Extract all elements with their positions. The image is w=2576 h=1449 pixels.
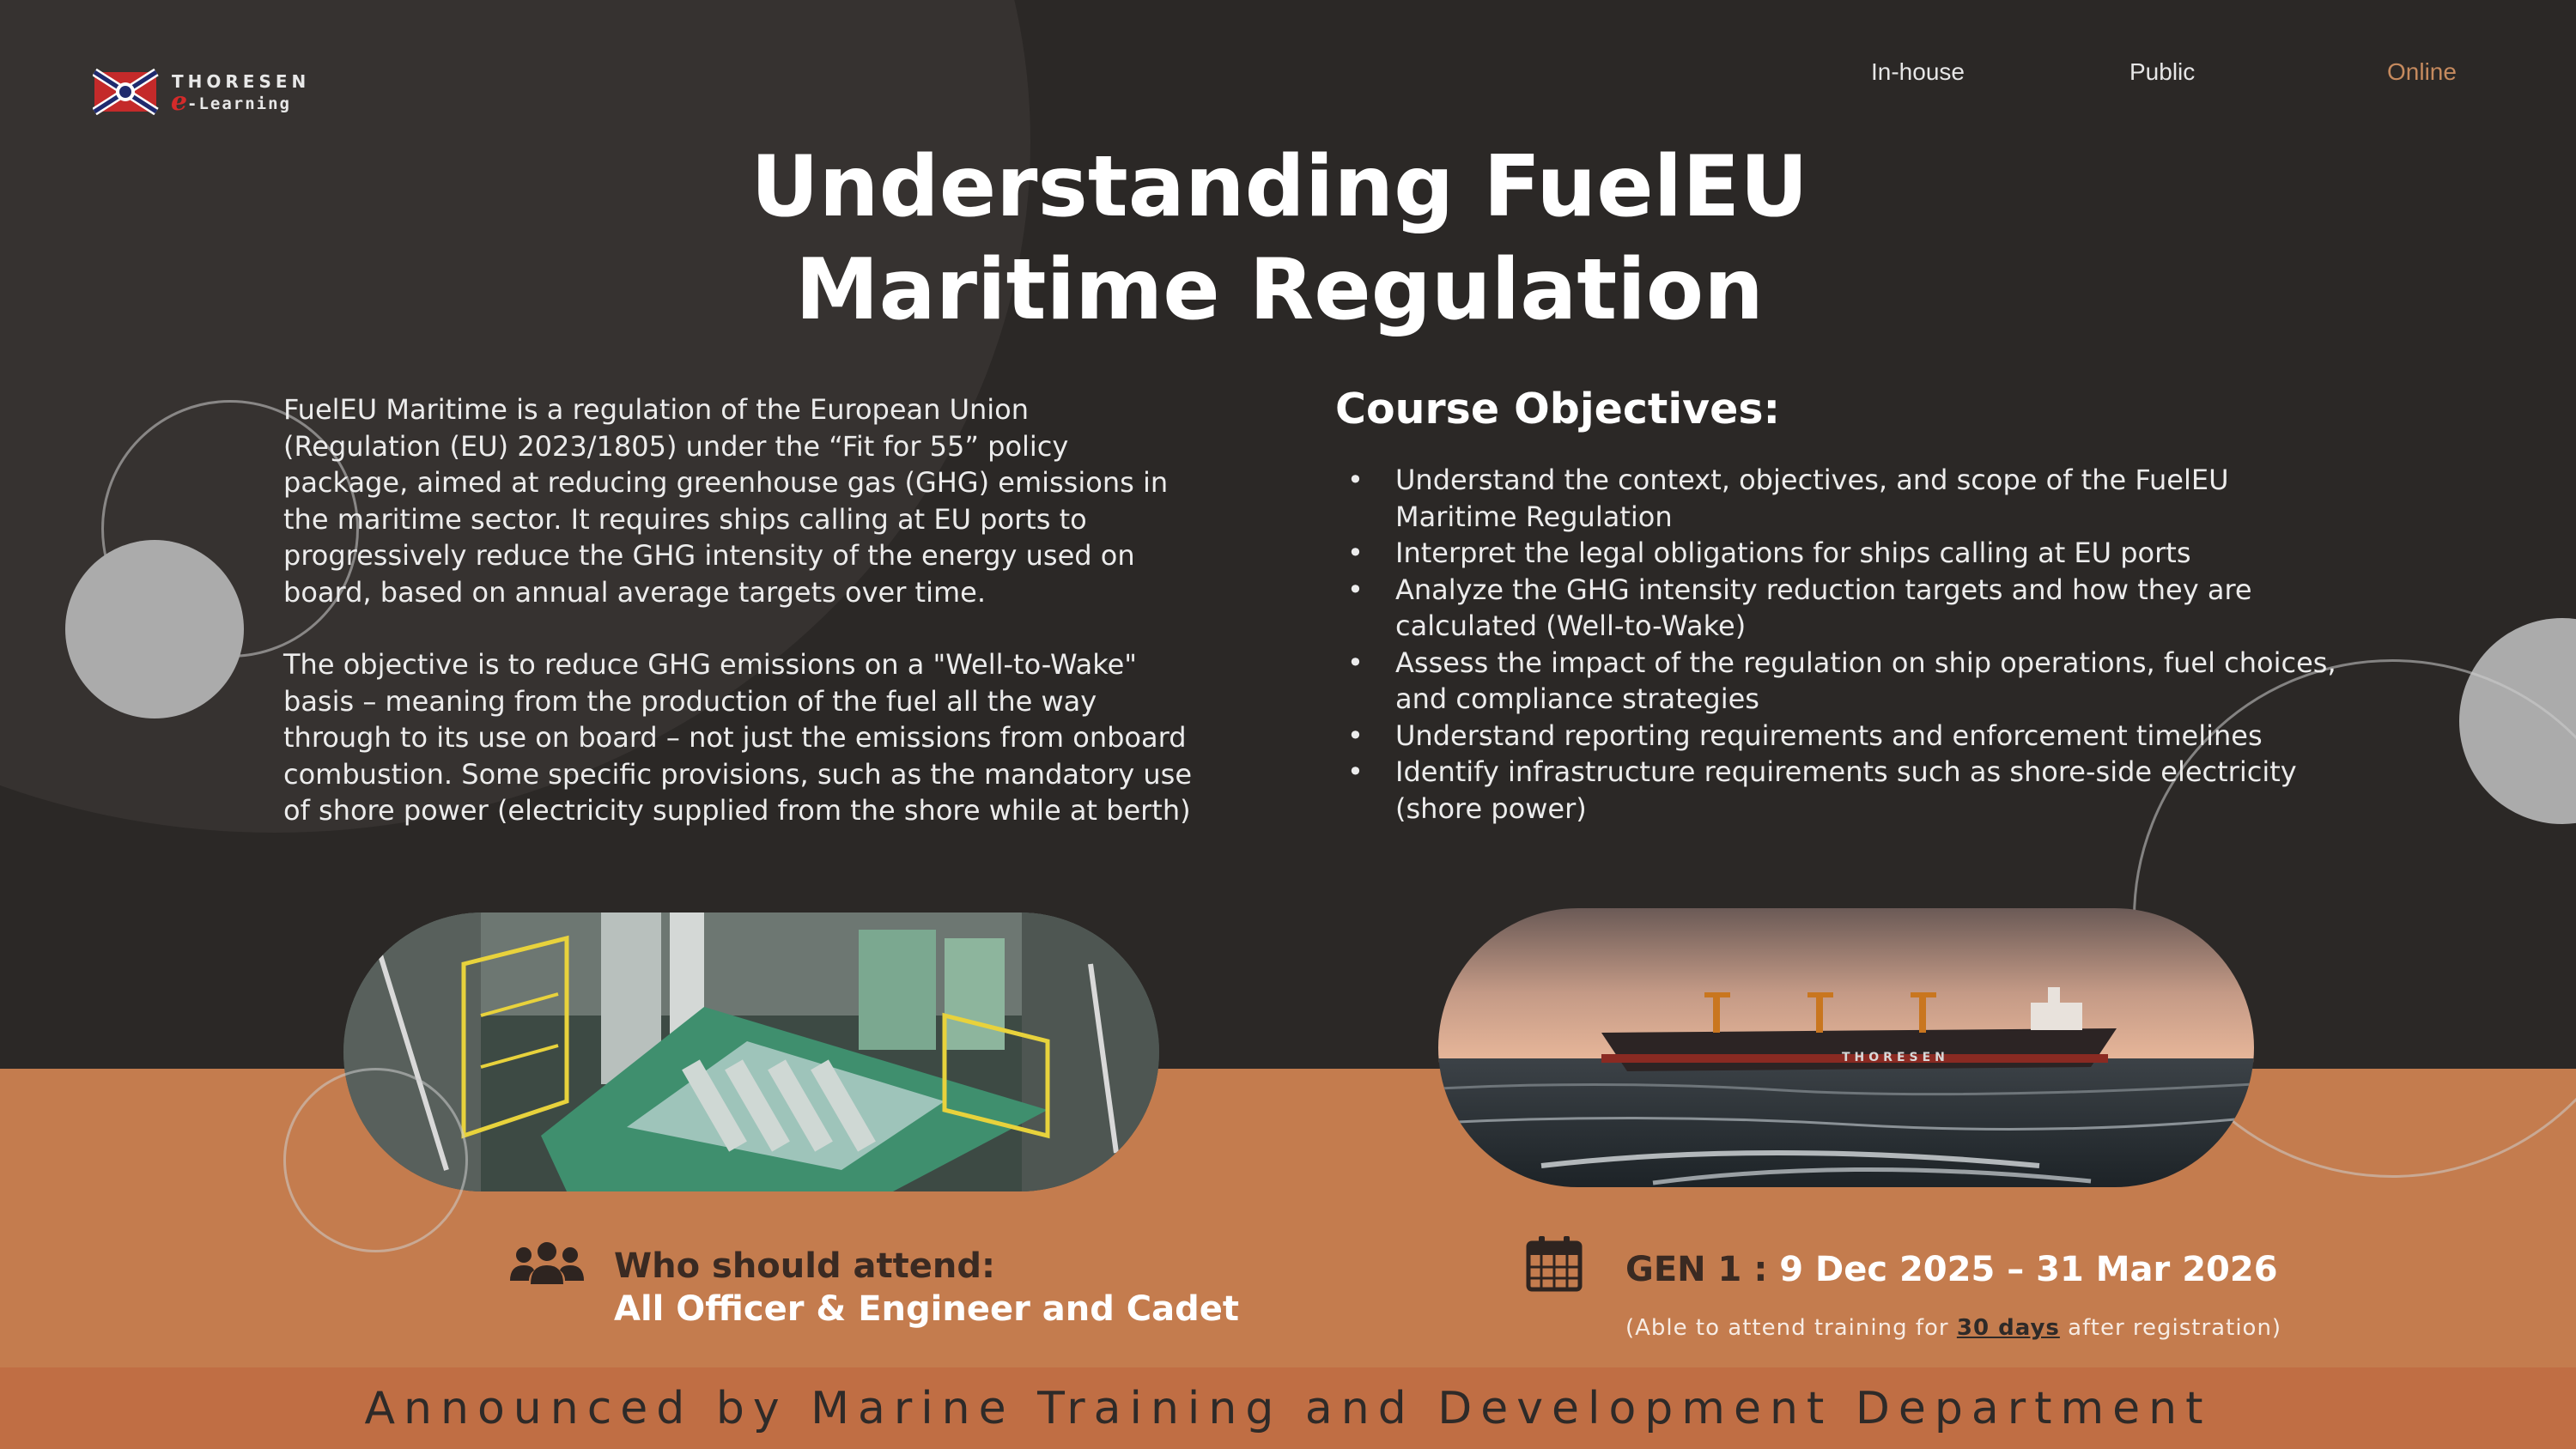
objective-text: Interpret the legal obligations for ships calling at EU ports bbox=[1395, 537, 2191, 569]
objective-item bbox=[1335, 645, 2340, 718]
ring-decoration bbox=[283, 1068, 468, 1252]
bullet: • bbox=[1347, 464, 1364, 496]
note-prefix: (Able to attend training for bbox=[1625, 1315, 1949, 1341]
objective-item bbox=[1335, 572, 2340, 645]
users-group-icon bbox=[508, 1240, 586, 1288]
attendance-heading: Who should attend: bbox=[614, 1246, 995, 1286]
thoresen-flag-icon bbox=[93, 67, 161, 115]
intro-paragraph: FuelEU Maritime is a regulation of the European Union (Regulation (EU) 2023/1805) under the “Fit for 55” policy package, aimed at reducing greenhouse gas (GHG) emissions in the maritime sector. It requires ships calling at EU ports to progressively reduce the GHG intensity of the energy used on board, based on annual average targets over time. bbox=[283, 393, 1169, 609]
nav-in-house[interactable]: In-house bbox=[1871, 58, 1965, 85]
objective-item bbox=[1335, 718, 2340, 755]
brand-elearning: -Learning bbox=[187, 94, 291, 113]
footer-banner bbox=[0, 1367, 2576, 1449]
objectives-heading: Course Objectives: bbox=[1335, 385, 1781, 433]
course-intro bbox=[283, 391, 1194, 829]
footer-text: Announced by Marine Training and Development Department bbox=[364, 1382, 2212, 1434]
nav-public[interactable]: Public bbox=[2129, 58, 2196, 85]
attendance-value: All Officer & Engineer and Cadet bbox=[614, 1289, 1240, 1329]
objective-text: Understand reporting requirements and enforcement timelines bbox=[1395, 718, 2263, 752]
schedule-gen-label: GEN 1 : bbox=[1625, 1250, 1768, 1289]
brand-e-letter: e bbox=[171, 87, 188, 117]
ship-hull-text: THORESEN bbox=[1842, 1051, 1949, 1064]
title-line-2: Maritime Regulation bbox=[795, 241, 1764, 339]
objective-text: Assess the impact of the regulation on ship operations, fuel choices, and compliance strategies bbox=[1395, 646, 2336, 715]
objective-text: Understand the context, objectives, and scope of the FuelEU Maritime Regulation bbox=[1395, 464, 2229, 533]
nav-online[interactable]: Online bbox=[2387, 58, 2457, 85]
bullet: • bbox=[1347, 573, 1364, 606]
schedule-note bbox=[1625, 1315, 2281, 1341]
schedule-date-range: 9 Dec 2025 – 31 Mar 2026 bbox=[1779, 1250, 2278, 1289]
page-title bbox=[0, 136, 2559, 342]
objective-item bbox=[1335, 462, 2340, 535]
objective-item bbox=[1335, 754, 2340, 827]
bullet: • bbox=[1347, 537, 1364, 569]
thoresen-elearning-logo[interactable] bbox=[93, 67, 316, 117]
note-days: 30 days bbox=[1956, 1315, 2060, 1341]
intro-paragraph: The objective is to reduce GHG emissions on a "Well-to-Wake" basis – meaning from the production of the fuel all the way through to its use on board – not just the emissions from onboard combustion. Some specific provisions, such as the mandatory use of shore power (electricity supplied from the shore while at berth) bbox=[283, 648, 1193, 827]
bullet: • bbox=[1347, 646, 1364, 679]
bulk-carrier-illustration bbox=[1438, 908, 2254, 1187]
objective-text: Analyze the GHG intensity reduction targets and how they are calculated (Well-to-Wake) bbox=[1395, 573, 2252, 642]
disc-decoration bbox=[65, 540, 244, 718]
bullet: • bbox=[1347, 718, 1364, 752]
objective-item bbox=[1335, 535, 2340, 572]
ship-photo bbox=[1438, 908, 2254, 1187]
note-suffix: after registration) bbox=[2068, 1315, 2282, 1341]
title-line-1: Understanding FuelEU bbox=[750, 138, 1808, 236]
objectives-list bbox=[1335, 462, 2340, 827]
bullet: • bbox=[1347, 755, 1364, 788]
brand-name: THORESEN bbox=[172, 71, 311, 92]
calendar-icon bbox=[1525, 1236, 1583, 1293]
objective-text: Identify infrastructure requirements such as shore-side electricity (shore power) bbox=[1395, 755, 2297, 825]
schedule-dates bbox=[1625, 1250, 2278, 1289]
